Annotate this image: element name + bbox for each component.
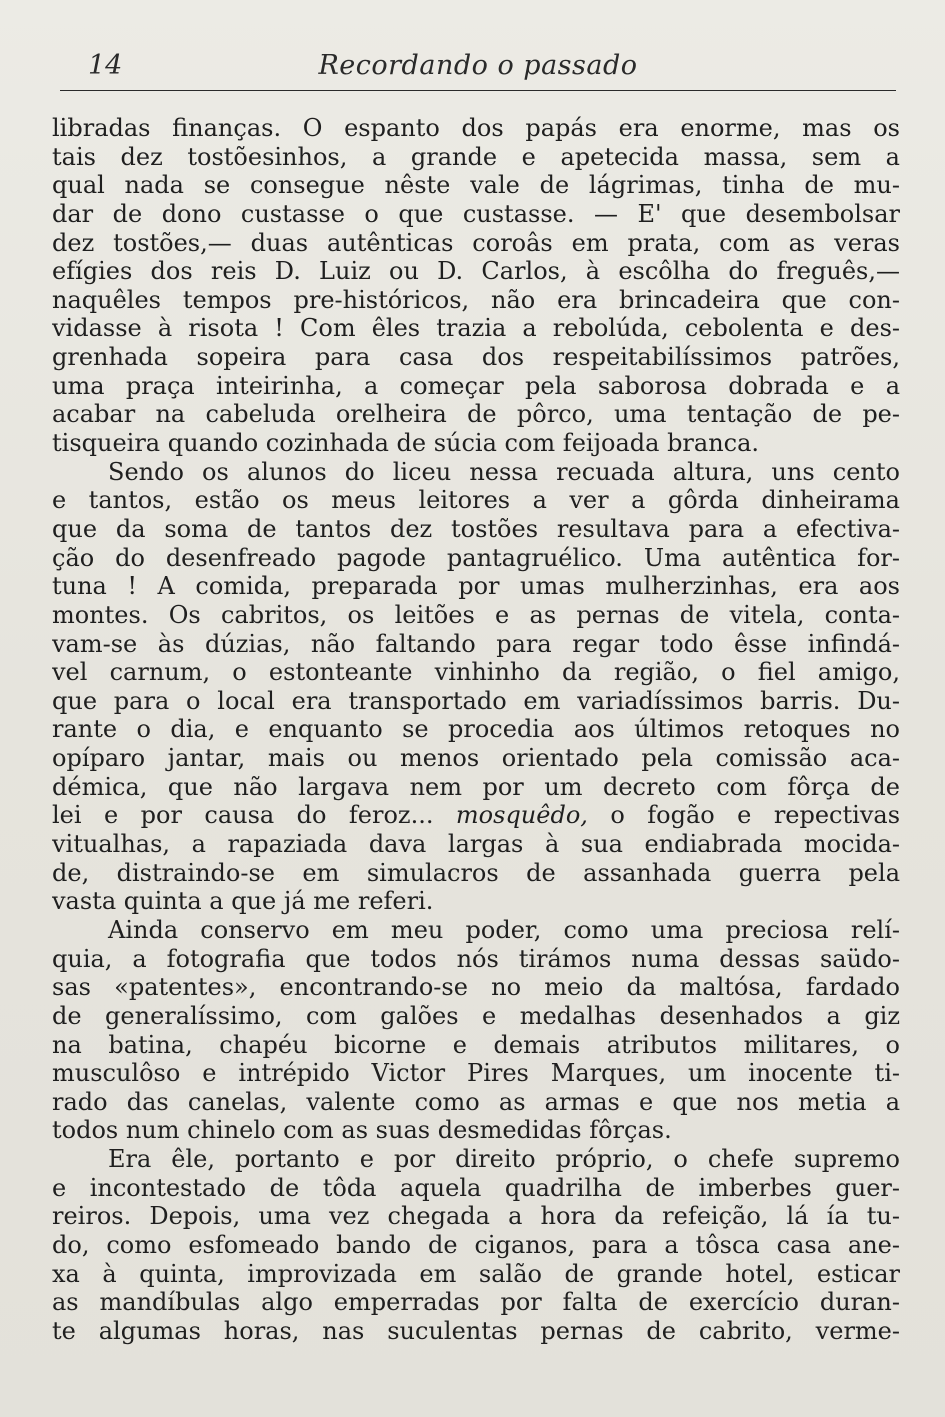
text-line: tisqueira quando cozinhada de súcia com feijoada branca. xyxy=(52,429,760,458)
text-line: vidasse à risota ! Com êles trazia a rebolúda, cebolenta e des- xyxy=(52,314,900,343)
text-line: te algumas horas, nas suculentas pernas de cabrito, verme- xyxy=(52,1316,900,1345)
running-title: Recordando o passado xyxy=(318,50,638,81)
text-line: qual nada se consegue nêste vale de lágrimas, tinha de mu- xyxy=(52,171,900,200)
text-line-with-italic xyxy=(52,801,900,830)
text-line: tuna ! A comida, preparada por umas mulherzinhas, era aos xyxy=(52,572,900,601)
text-line: e incontestado de tôda aquela quadrilha de imberbes guer- xyxy=(52,1173,900,1202)
paragraph-first-line: Ainda conservo em meu poder, como uma preciosa relí- xyxy=(108,915,900,944)
text-line: rante o dia, e enquanto se procedia aos últimos retoques no xyxy=(52,715,900,744)
text-line: vam-se às dúzias, não faltando para regar todo êsse infindá- xyxy=(52,629,900,658)
text-line: todos num chinelo com as suas desmedidas fôrças. xyxy=(52,1116,672,1145)
text-line: tais dez tostõesinhos, a grande e apetecida massa, sem a xyxy=(52,142,900,171)
running-header xyxy=(60,46,896,91)
paragraph-first-line: Era êle, portanto e por direito próprio, o chefe supremo xyxy=(108,1145,900,1174)
text-line: uma praça inteirinha, a começar pela saborosa dobrada e a xyxy=(52,371,900,400)
text-line: quia, a fotografia que todos nós tirámos numa dessas saüdo- xyxy=(52,944,900,973)
text-line: rado das canelas, valente como as armas e que nos metia a xyxy=(52,1087,900,1116)
text-line: de, distraindo-se em simulacros de assanhada guerra pela xyxy=(52,858,900,887)
italic-word: mosquêdo, xyxy=(455,801,588,830)
text-line: musculôso e intrépido Victor Pires Marques, um inocente ti- xyxy=(52,1059,900,1088)
text-line: do, como esfomeado bando de ciganos, para a tôsca casa ane- xyxy=(52,1230,900,1259)
text-line: que para o local era transportado em variadíssimos barris. Du- xyxy=(52,686,900,715)
text-line: as mandíbulas algo emperradas por falta de exercício duran- xyxy=(52,1288,900,1317)
text-line: montes. Os cabritos, os leitões e as pernas de vitela, conta- xyxy=(52,600,900,629)
text-line: acabar na cabeluda orelheira de pôrco, uma tentação de pe- xyxy=(52,400,900,429)
text-line: vel carnum, o estonteante vinhinho da região, o fiel amigo, xyxy=(52,658,900,687)
text-line: de generalíssimo, com galões e medalhas desenhados a giz xyxy=(52,1001,900,1030)
body-text xyxy=(52,114,900,1346)
text-line: libradas finanças. O espanto dos papás era enorme, mas os xyxy=(52,114,900,142)
text-line: e tantos, estão os meus leitores a ver a gôrda dinheirama xyxy=(52,486,900,515)
paragraph-first-line: Sendo os alunos do liceu nessa recuada altura, uns cento xyxy=(108,457,900,486)
page-number: 14 xyxy=(88,50,123,81)
text-line: dez tostões,— duas autênticas coroâs em prata, com as veras xyxy=(52,228,900,257)
text-segment: o fogão e repectivas xyxy=(587,801,900,830)
text-line: vitualhas, a rapaziada dava largas à sua endiabrada mocida- xyxy=(52,830,900,859)
text-segment: lei e por causa do feroz... xyxy=(52,801,456,830)
text-line: na batina, chapéu bicorne e demais atributos militares, o xyxy=(52,1030,900,1059)
text-line: grenhada sopeira para casa dos respeitabilíssimos patrões, xyxy=(52,343,900,372)
text-line: vasta quinta a que já me referi. xyxy=(52,887,434,916)
text-line: sas «patentes», encontrando-se no meio da maltósa, fardado xyxy=(52,973,900,1002)
text-line: reiros. Depois, uma vez chegada a hora da refeição, lá ía tu- xyxy=(52,1202,900,1231)
text-line: démica, que não largava nem por um decreto com fôrça de xyxy=(52,772,900,801)
text-line: ção do desenfreado pagode pantagruélico. Uma autêntica for- xyxy=(52,543,900,572)
text-line: opíparo jantar, mais ou menos orientado pela comissão aca- xyxy=(52,744,900,773)
text-line: naquêles tempos pre-históricos, não era brincadeira que con- xyxy=(52,285,900,314)
text-line: efígies dos reis D. Luiz ou D. Carlos, à escôlha do freguês,— xyxy=(52,257,900,286)
text-line: que da soma de tantos dez tostões resultava para a efectiva- xyxy=(52,514,900,543)
text-line: dar de dono custasse o que custasse. — E' que desembolsar xyxy=(52,199,900,228)
text-line: xa à quinta, improvizada em salão de grande hotel, esticar xyxy=(52,1259,900,1288)
